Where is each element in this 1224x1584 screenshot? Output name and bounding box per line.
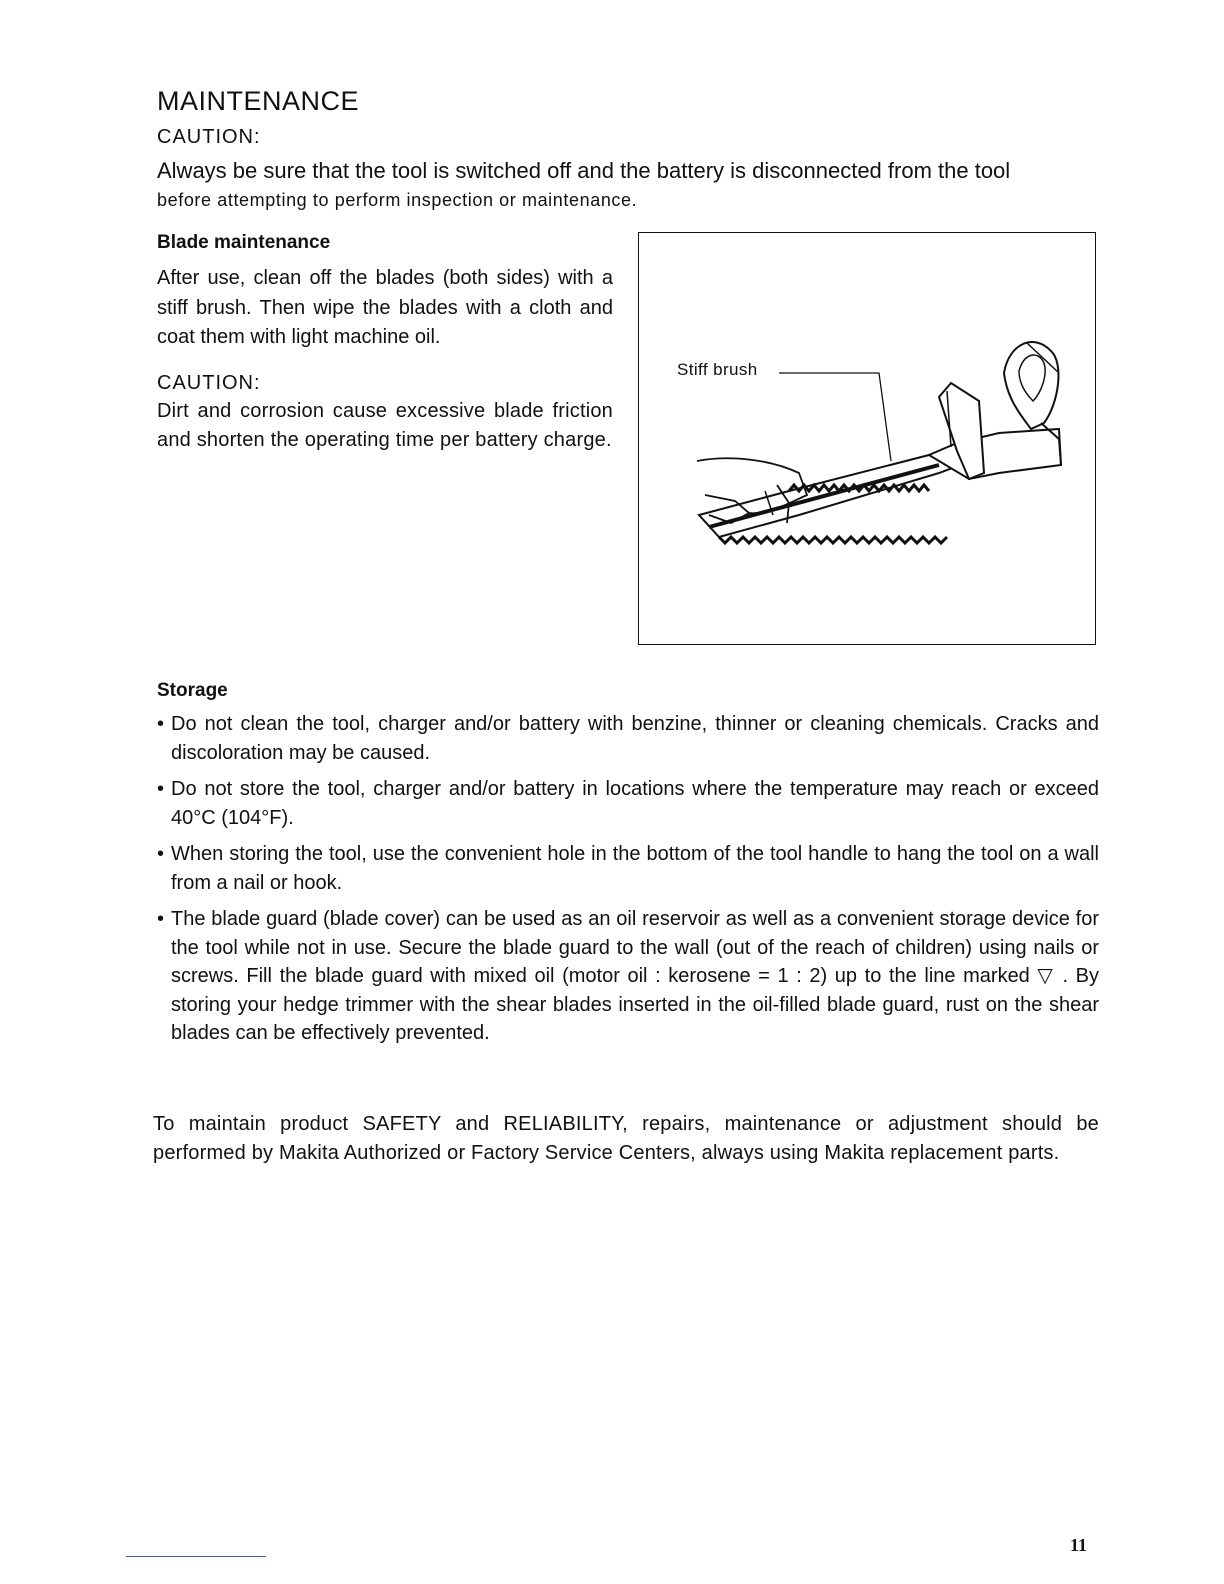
- storage-item: [157, 775, 1099, 832]
- storage-item-text: The blade guard (blade cover) can be used as an oil reservoir as well as a convenient storage device for the tool while not in use. Secure the blade guard to the wall (out of the reach of children) using nails or screws. Fill the blade guard with mixed oil (motor oil : kerosene = 1 : 2) up to the line marked ▽ . By storing your hedge trimmer with the shear blades inserted in the oil-filled blade guard, rust on the shear blades can be effectively prevented.: [171, 908, 1099, 1044]
- storage-item-text: Do not store the tool, charger and/or battery in locations where the temperature may reach or exceed 40°C (104°F).: [171, 778, 1099, 829]
- page-number: 11: [1070, 1535, 1088, 1555]
- footer-divider: [126, 1556, 266, 1557]
- caution-intro: [157, 156, 1107, 214]
- storage-heading: Storage: [157, 680, 228, 701]
- storage-item-text: Do not clean the tool, charger and/or battery with benzine, thinner or cleaning chemicals. Cracks and discoloration may be caused.: [171, 713, 1099, 764]
- blade-maintenance-section: [157, 232, 613, 456]
- stiff-brush-label: Stiff brush: [677, 360, 758, 379]
- blade-caution-label: CAUTION:: [157, 371, 261, 394]
- bullet-icon: •: [157, 908, 165, 930]
- storage-item: [157, 905, 1099, 1048]
- bullet-icon: •: [157, 778, 165, 800]
- caution-intro-line1: Always be sure that the tool is switched off and the battery is disconnected from the tool: [157, 158, 1011, 183]
- caution-intro-line2: before attempting to perform inspection or maintenance.: [157, 190, 638, 210]
- bullet-icon: •: [157, 843, 165, 865]
- service-notice: To maintain product SAFETY and RELIABILITY, repairs, maintenance or adjustment should be performed by Makita Authorized or Factory Service Centers, always using Makita replacement parts.: [153, 1113, 1099, 1164]
- blade-maintenance-text: After use, clean off the blades (both sides) with a stiff brush. Then wipe the blades with a cloth and coat them with light machine oil.: [157, 267, 613, 348]
- stiff-brush-illustration: [638, 232, 1096, 645]
- storage-item: [157, 840, 1099, 897]
- bullet-icon: •: [157, 713, 165, 735]
- caution-label: CAUTION:: [157, 126, 261, 148]
- blade-maintenance-heading: Blade maintenance: [157, 232, 331, 253]
- storage-item-text: When storing the tool, use the convenient hole in the bottom of the tool handle to hang the tool on a wall from a nail or hook.: [171, 843, 1099, 894]
- storage-item: [157, 710, 1099, 767]
- hedge-trimmer-drawing: [639, 233, 1095, 644]
- section-title: MAINTENANCE: [157, 86, 360, 116]
- storage-section: [157, 680, 1099, 1056]
- blade-caution-text: Dirt and corrosion cause excessive blade friction and shorten the operating time per battery charge.: [157, 399, 613, 451]
